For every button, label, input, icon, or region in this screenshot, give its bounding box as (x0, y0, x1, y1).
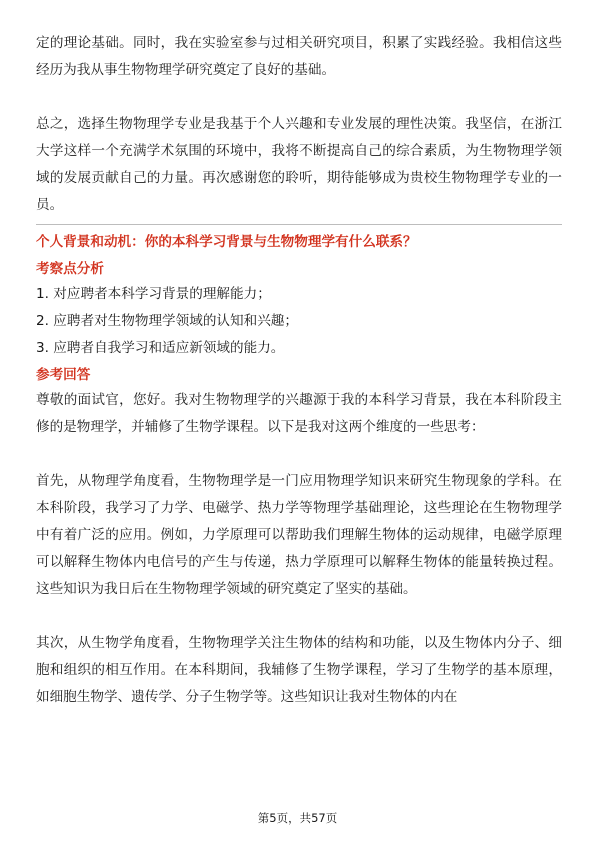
answer-paragraph: 尊敬的面试官，您好。我对生物物理学的兴趣源于我的本科学习背景，我在本科阶段主修的是物理学，并辅修了生物学课程。以下是我对这两个维度的一些思考： (36, 392, 562, 435)
analysis-label: 考察点分析 (36, 261, 104, 277)
answer-paragraph: 其次，从生物学角度看，生物物理学关注生物体的结构和功能，以及生物体内分子、细胞和组织的相互作用。在本科期间，我辅修了生物学课程，学习了生物学的基本原理，如细胞生物学、遗传学、分子生物学等。这些知识让我对生物体的内在 (36, 635, 562, 705)
question-heading: 个人背景和动机：你的本科学习背景与生物物理学有什么联系？ (36, 234, 417, 250)
document-page (36, 30, 562, 711)
analysis-point: 2. 应聘者对生物物理学领域的认知和兴趣； (36, 313, 298, 329)
analysis-point: 1. 对应聘者本科学习背景的理解能力； (36, 286, 271, 302)
page-footer: 第5页，共57页 (257, 811, 338, 825)
intro-paragraph-1: 定的理论基础。同时，我在实验室参与过相关研究项目，积累了实践经验。我相信这些经历为我从事生物物理学研究奠定了良好的基础。 (36, 35, 562, 78)
section-divider (36, 224, 562, 225)
paragraph-gap (36, 603, 562, 630)
intro-paragraph-2: 总之，选择生物物理学专业是我基于个人兴趣和专业发展的理性决策。我坚信，在浙江大学这样一个充满学术氛围的环境中，我将不断提高自己的综合素质，为生物物理学领域的发展贡献自己的力量。再次感谢您的聆听，期待能够成为贵校生物物理学专业的一员。 (36, 116, 562, 213)
answer-paragraph: 首先，从物理学角度看，生物物理学是一门应用物理学知识来研究生物现象的学科。在本科阶段，我学习了力学、电磁学、热力学等物理学基础理论，这些理论在生物物理学中有着广泛的应用。例如，力学原理可以帮助我们理解生物体的运动规律，电磁学原理可以解释生物体内电信号的产生与传递，热力学原理可以解释生物体的能量转换过程。这些知识为我日后在生物物理学领域的研究奠定了坚实的基础。 (36, 473, 562, 597)
analysis-point: 3. 应聘者自我学习和适应新领域的能力。 (36, 340, 285, 356)
answer-label: 参考回答 (36, 367, 91, 383)
paragraph-gap (36, 441, 562, 468)
paragraph-gap (36, 84, 562, 111)
